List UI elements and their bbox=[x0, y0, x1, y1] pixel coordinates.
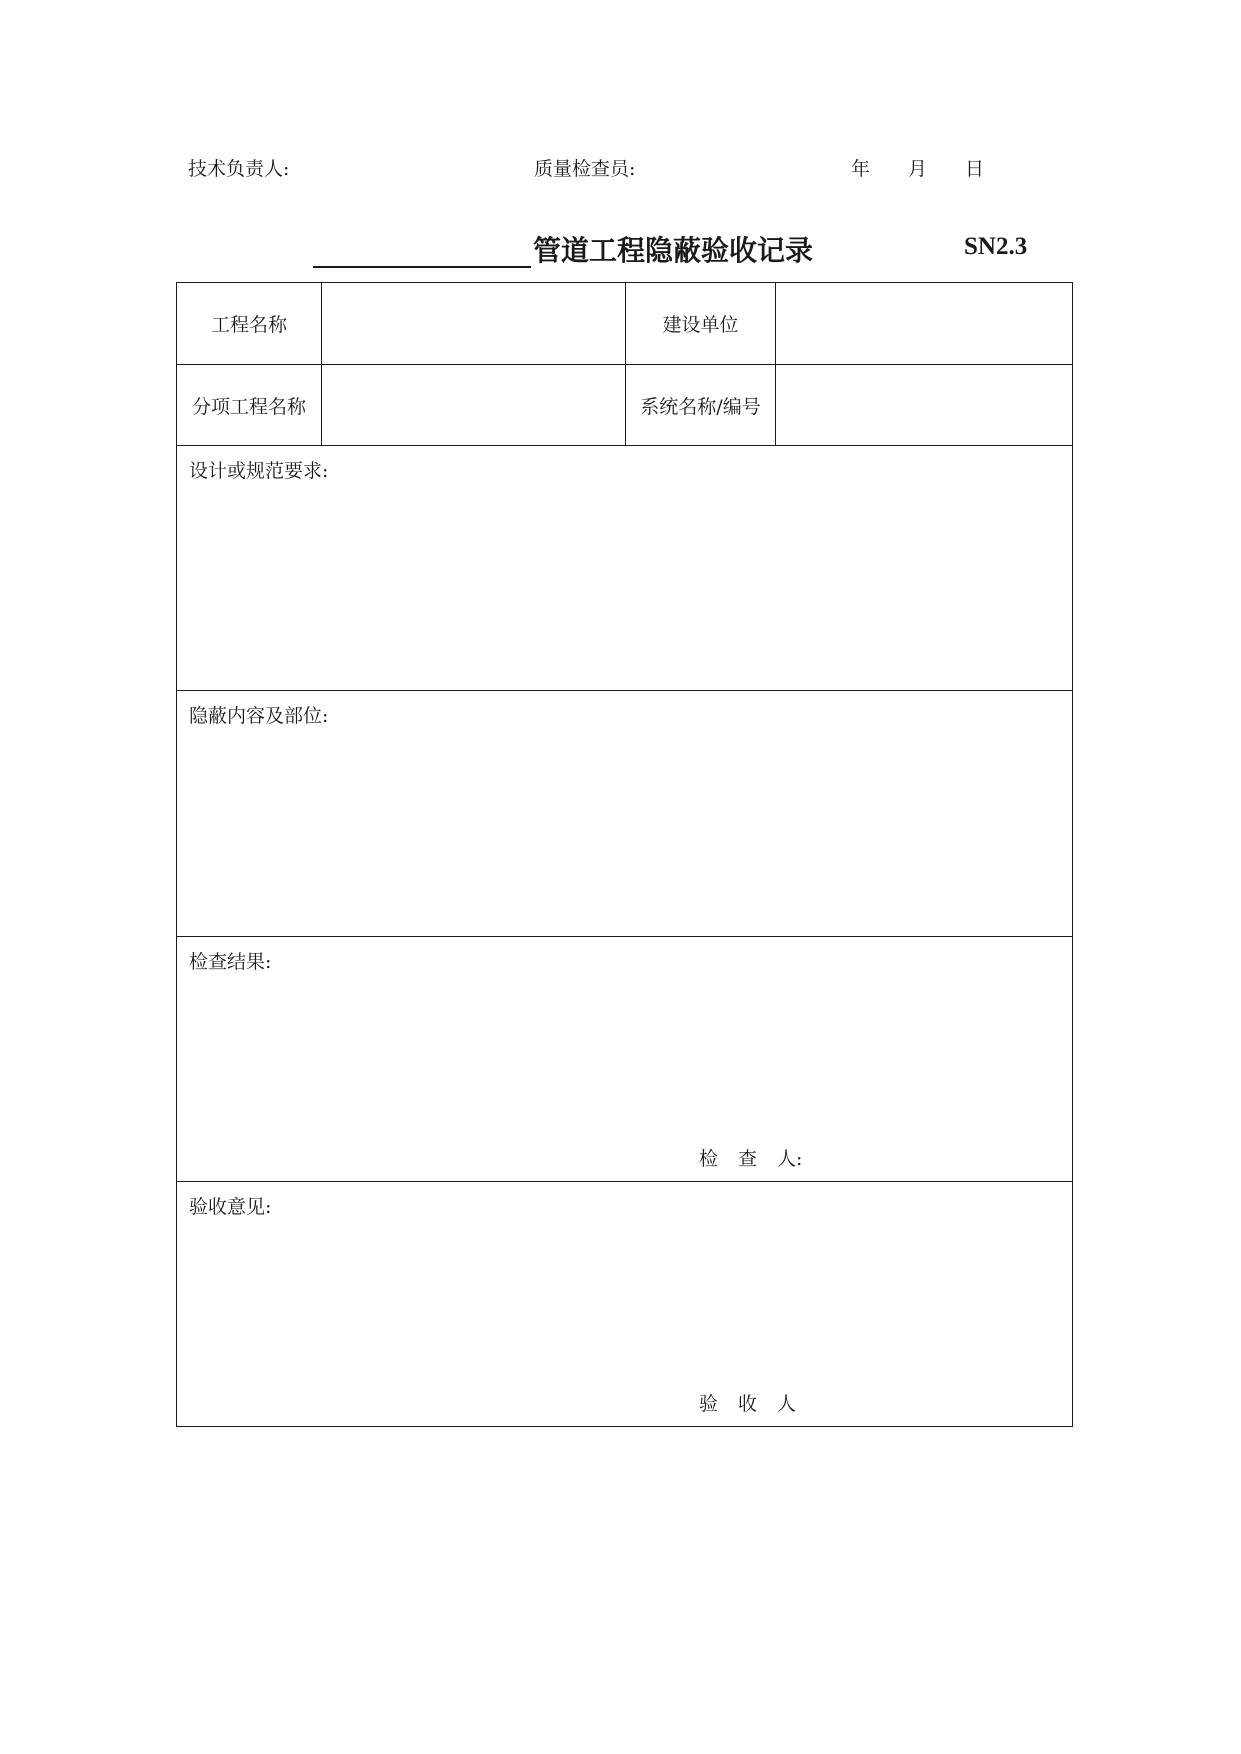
tech-lead-label: 技术负责人: bbox=[188, 158, 290, 180]
acceptance-form-table bbox=[176, 282, 1073, 1427]
document-title-row bbox=[313, 228, 813, 268]
system-field[interactable] bbox=[776, 365, 1073, 446]
table-row bbox=[177, 446, 1073, 691]
sub-project-field[interactable] bbox=[322, 365, 626, 446]
year-label: 年 bbox=[851, 158, 871, 180]
month-label: 月 bbox=[908, 158, 928, 180]
acceptance-opinion-label: 验收意见: bbox=[189, 1196, 272, 1218]
acceptor-signature-label: 验 收 人 bbox=[699, 1393, 797, 1415]
system-label: 系统名称/编号 bbox=[626, 365, 776, 446]
table-row bbox=[177, 1182, 1073, 1427]
construction-unit-field[interactable] bbox=[776, 283, 1073, 365]
inspection-result-field[interactable] bbox=[177, 937, 1073, 1182]
table-row bbox=[177, 283, 1073, 365]
inspector-signature-label: 检 查 人: bbox=[699, 1148, 803, 1170]
table-row bbox=[177, 365, 1073, 446]
construction-unit-label: 建设单位 bbox=[626, 283, 776, 365]
hidden-content-label: 隐蔽内容及部位: bbox=[189, 705, 329, 727]
form-code: SN2.3 bbox=[964, 233, 1028, 260]
design-requirements-label: 设计或规范要求: bbox=[189, 460, 329, 482]
project-name-field[interactable] bbox=[322, 283, 626, 365]
design-requirements-field[interactable] bbox=[177, 446, 1073, 691]
quality-inspector-label: 质量检查员: bbox=[534, 158, 636, 180]
table-row bbox=[177, 937, 1073, 1182]
acceptance-opinion-field[interactable] bbox=[177, 1182, 1073, 1427]
document-title: 管道工程隐蔽验收记录 bbox=[533, 234, 814, 267]
day-label: 日 bbox=[965, 158, 985, 180]
inspection-result-label: 检查结果: bbox=[189, 951, 272, 973]
table-row bbox=[177, 691, 1073, 937]
title-blank-line[interactable] bbox=[313, 232, 531, 268]
hidden-content-field[interactable] bbox=[177, 691, 1073, 937]
project-name-label: 工程名称 bbox=[177, 283, 322, 365]
sub-project-label: 分项工程名称 bbox=[177, 365, 322, 446]
